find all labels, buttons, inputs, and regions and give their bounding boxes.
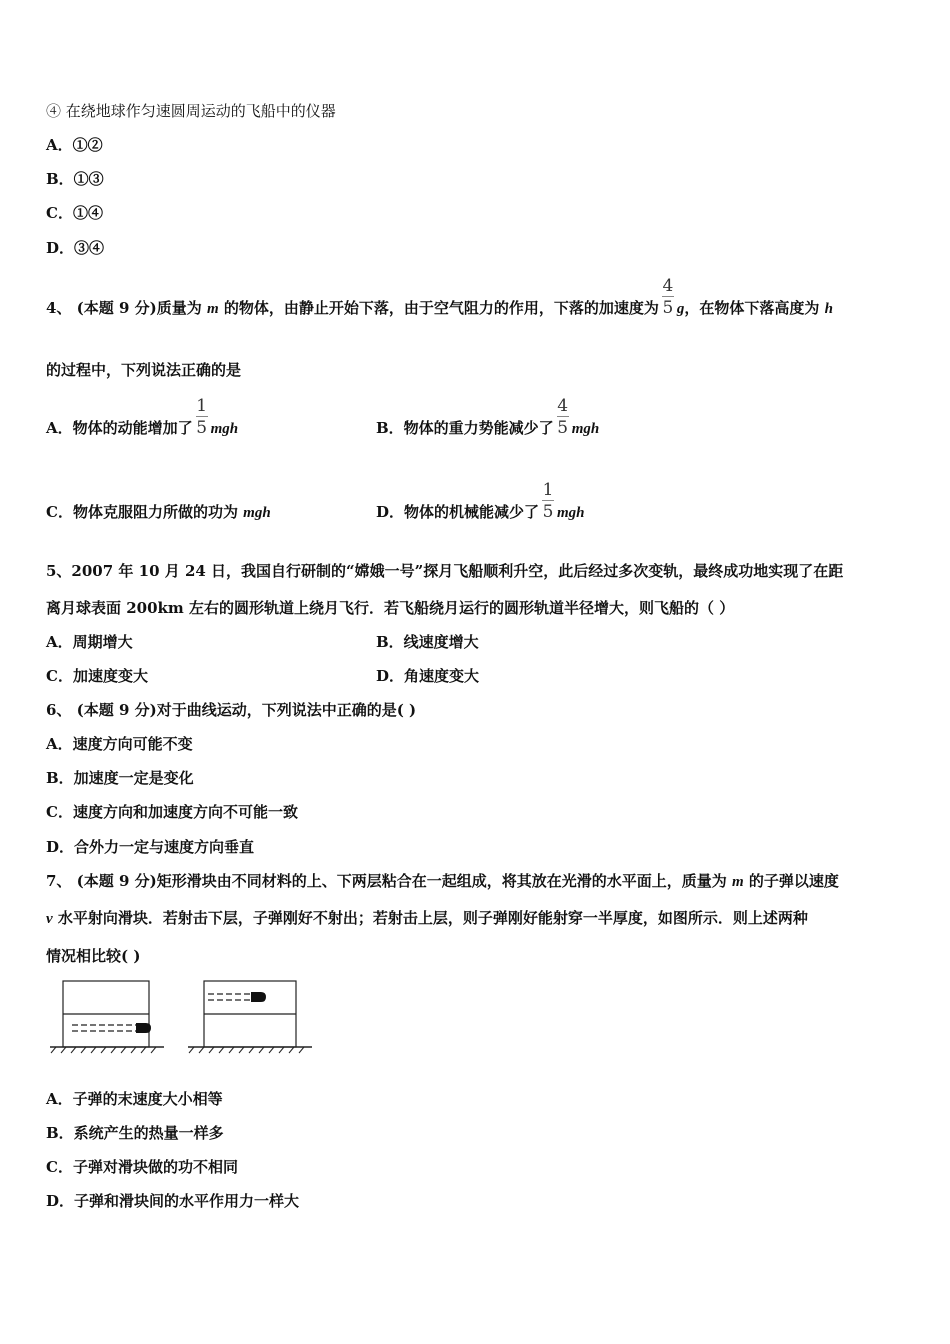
q5-stem-line2: 离月球表面 200km 左右的圆形轨道上绕月飞行．若飞船绕月运行的圆形轨道半径增大，则飞船的（ ） (46, 599, 735, 617)
block-lower-layer-shot (50, 981, 164, 1053)
q5-option-c: C．加速度变大 (46, 667, 148, 685)
q7-stem-line3: 情况相比较( ) (46, 947, 141, 965)
q4-option-d: D．物体的机械能减少了 $\frac{1}{5}$ mgh (376, 480, 585, 522)
bullet-icon (136, 1023, 151, 1033)
q7-option-a: A．子弹的末速度大小相等 (46, 1090, 223, 1108)
q7-stem-line2: v 水平射向滑块．若射击下层，子弹刚好不射出；若射击上层，则子弹刚好能射穿一半厚度，如图所示．则上述两种 (46, 909, 808, 927)
q4-option-c: C．物体克服阻力所做的功为 mgh (46, 503, 271, 521)
q5-option-a: A．周期增大 (46, 633, 133, 651)
q3-option-d: D．③④ (46, 239, 105, 257)
q5-option-b: B．线速度增大 (376, 633, 479, 651)
q7-option-d: D．子弹和滑块间的水平作用力一样大 (46, 1192, 300, 1210)
q6-stem: 6、 (本题 9 分)对于曲线运动，下列说法中正确的是( ) (46, 701, 417, 719)
block-upper-layer-shot (188, 981, 312, 1053)
q7-option-b: B．系统产生的热量一样多 (46, 1124, 224, 1142)
q6-option-b: B．加速度一定是变化 (46, 769, 194, 787)
q5-stem-line1: 5、2007 年 10 月 24 日，我国自行研制的“嫦娥一号”探月飞船顺利升空，此后经过多次变轨，最终成功地实现了在距 (46, 562, 844, 580)
q4-option-b: B．物体的重力势能减少了 $\frac{4}{5}$ mgh (376, 396, 600, 438)
q3-item4: ④ 在绕地球作匀速圆周运动的飞船中的仪器 (46, 102, 336, 120)
q7-stem-line1: 7、 (本题 9 分)矩形滑块由不同材料的上、下两层粘合在一起组成，将其放在光滑的水平面上，质量为 m 的子弹以速度 (46, 872, 839, 890)
fraction-four-fifths: $\frac{4}{5}$ (662, 276, 674, 318)
q6-option-c: C．速度方向和加速度方向不可能一致 (46, 803, 298, 821)
q4-stem-line2: 的过程中，下列说法正确的是 (46, 361, 242, 379)
q3-option-c: C．①④ (46, 204, 103, 222)
q5-option-d: D．角速度变大 (376, 667, 480, 685)
bullet-block-figure (46, 976, 316, 1058)
q3-option-a: A．①② (46, 136, 103, 154)
q7-option-c: C．子弹对滑块做的功不相同 (46, 1158, 238, 1176)
q4-option-a: A．物体的动能增加了 $\frac{1}{5}$ mgh (46, 396, 239, 438)
q6-option-d: D．合外力一定与速度方向垂直 (46, 838, 255, 856)
bullet-icon (251, 992, 266, 1002)
q3-option-b: B．①③ (46, 170, 104, 188)
q4-stem: 4、 (本题 9 分)质量为 m 的物体，由静止开始下落，由于空气阻力的作用，下落的加速度为 $\frac{4}{5}$ g，在物体下落高度为 h (46, 276, 833, 318)
q6-option-a: A．速度方向可能不变 (46, 735, 193, 753)
